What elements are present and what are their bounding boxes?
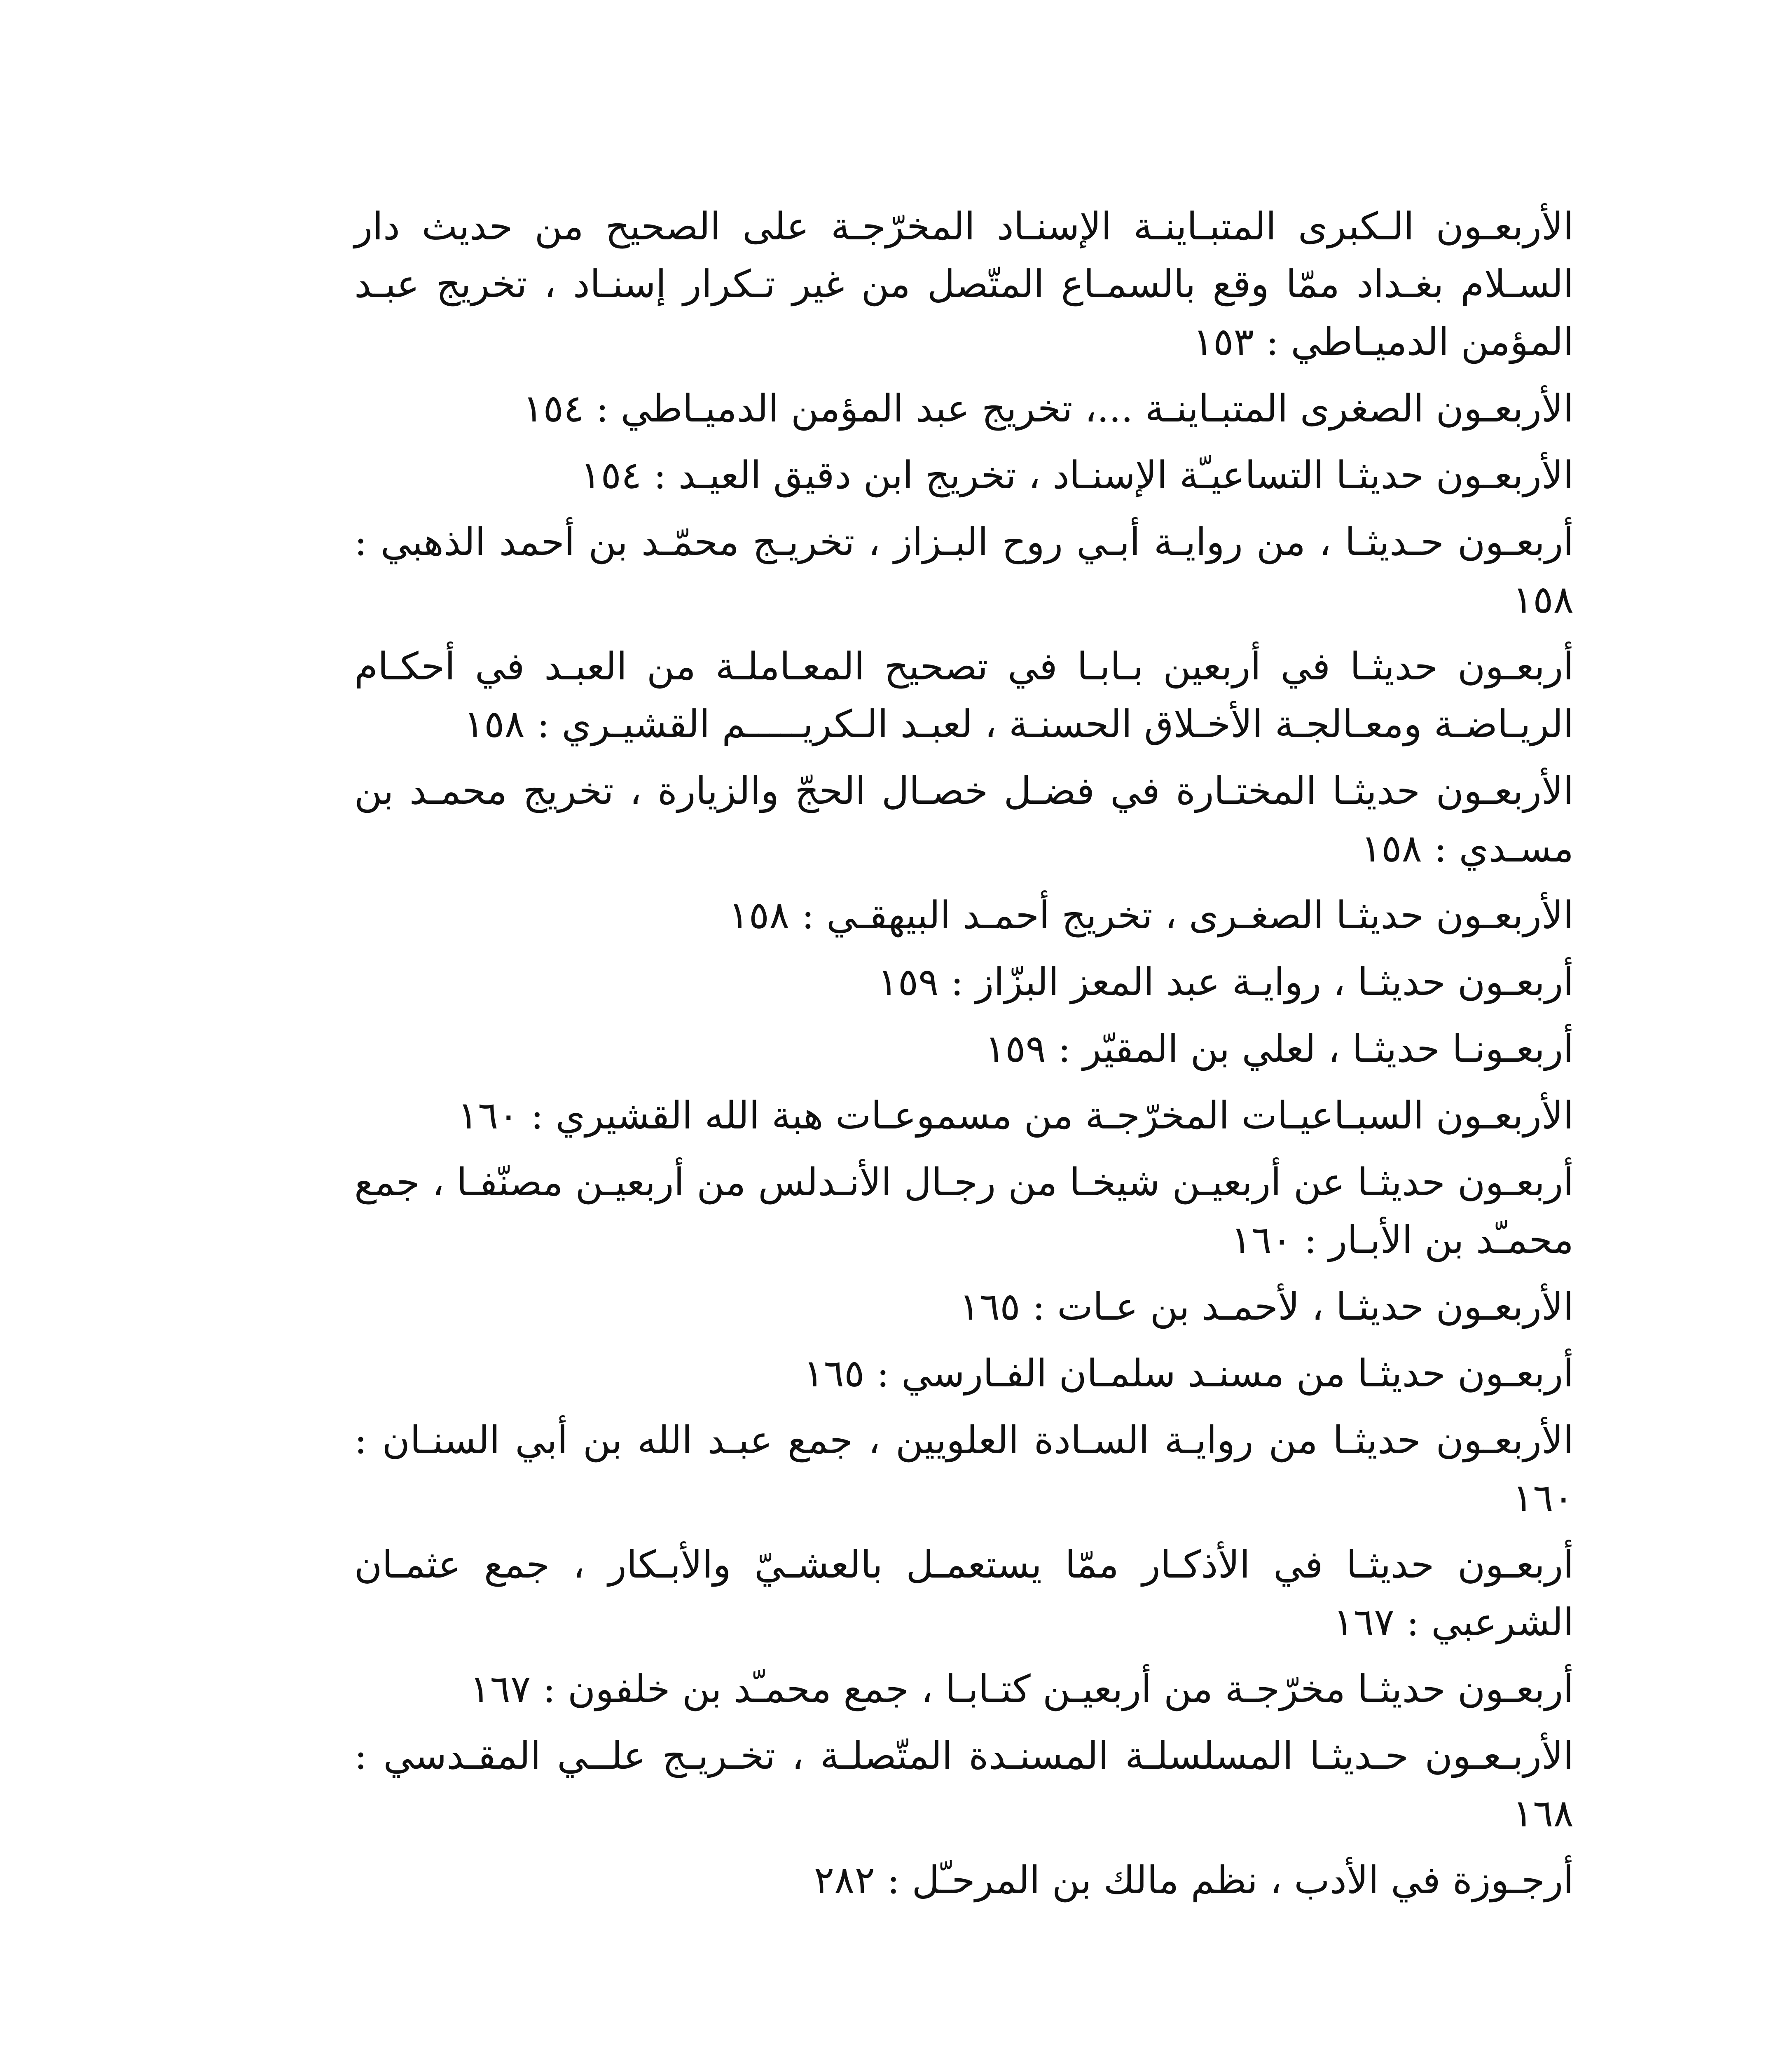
index-entry: الأربعـون الـكبرى المتبـاينـة الإسنـاد المخرّجـة على الصحيح من حديث دار السـلام بغـداد ممّا وقع بالسمـاع المتّصل من غير تـكرار إسنـاد ، تخريج عبـد المؤمن الدميـاطي : ١٥٣	[354, 204, 1574, 364]
index-entry: الأربـعـون حـديثـا المسلسلـة المسنـدة المتّصلـة ، تخـريـج علــي المقـدسي : ١٦٨	[354, 1734, 1574, 1835]
index-entry: الأربعـون حديثـا الصغـرى ، تخريج أحمـد البيهقـي : ١٥٨	[728, 893, 1574, 937]
index-entry: الأربعـون السبـاعيـات المخرّجـة من مسموعـات هبة الله القشيري : ١٦٠	[457, 1093, 1574, 1138]
index-entry: أربعـون حديثـا ، روايـة عبد المعز البزّاز : ١٥٩	[877, 960, 1574, 1004]
index-entry: أربعـون حديثـا في الأذكـار ممّا يستعمـل بالعشـيّ والأبـكار ، جمع عثمـان الشرعبي : ١٦٧	[354, 1543, 1574, 1644]
index-entry: الأربعـون الصغرى المتبـاينـة ...، تخريج عبد المؤمن الدميـاطي : ١٥٤	[523, 386, 1574, 431]
index-entry: أربعـونـا حديثـا ، لعلي بن المقيّر : ١٥٩	[985, 1027, 1574, 1071]
index-entry: الأربعـون حديثـا من روايـة السـادة العلويين ، جمع عبـد الله بن أبي السنـان : ١٦٠	[354, 1418, 1574, 1520]
index-entry: أربعـون حديثـا عن أربعيـن شيخـا من رجـال الأنـدلس من أربعيـن مصنّفـا ، جمع محمـّد بن الأبـار : ١٦٠	[354, 1160, 1574, 1262]
index-entry: الأربعـون حديثـا ، لأحمـد بن عـات : ١٦٥	[959, 1285, 1574, 1329]
index-entry: أربعـون حديثـا من مسنـد سلمـان الفـارسي : ١٦٥	[803, 1351, 1574, 1395]
index-entry: الأربعـون حديثـا التساعيـّة الإسنـاد ، تخريج ابن دقيق العيـد : ١٥٤	[580, 453, 1574, 497]
index-entry: الأربعـون حديثـا المختـارة في فضـل خصـال الحجّ والزيارة ، تخريج محمـد بن مسـدي : ١٥٨	[354, 769, 1574, 871]
index-entry: أربعـون حديثـا في أربعين بـابـا في تصحيح المعـاملـة من العبـد في أحكـام الريـاضـة ومعـالجـة الأخـلاق الحسنـة ، لعبـد الـكريـــــم القشيـري : ١٥٨	[354, 644, 1574, 746]
index-entry: أرجـوزة في الأدب ، نظم مالك بن المرحـّل : ٢٨٢	[814, 1858, 1574, 1902]
index-entries	[354, 198, 1574, 1918]
index-entry: أربعـون حـديثـا ، من روايـة أبـي روح البـزاز ، تخريـج محمّـد بن أحمد الذهبي : ١٥٨	[354, 520, 1574, 622]
index-entry: أربعـون حديثـا مخرّجـة من أربعيـن كتـابـا ، جمع محمـّد بن خلفون : ١٦٧	[470, 1667, 1574, 1711]
